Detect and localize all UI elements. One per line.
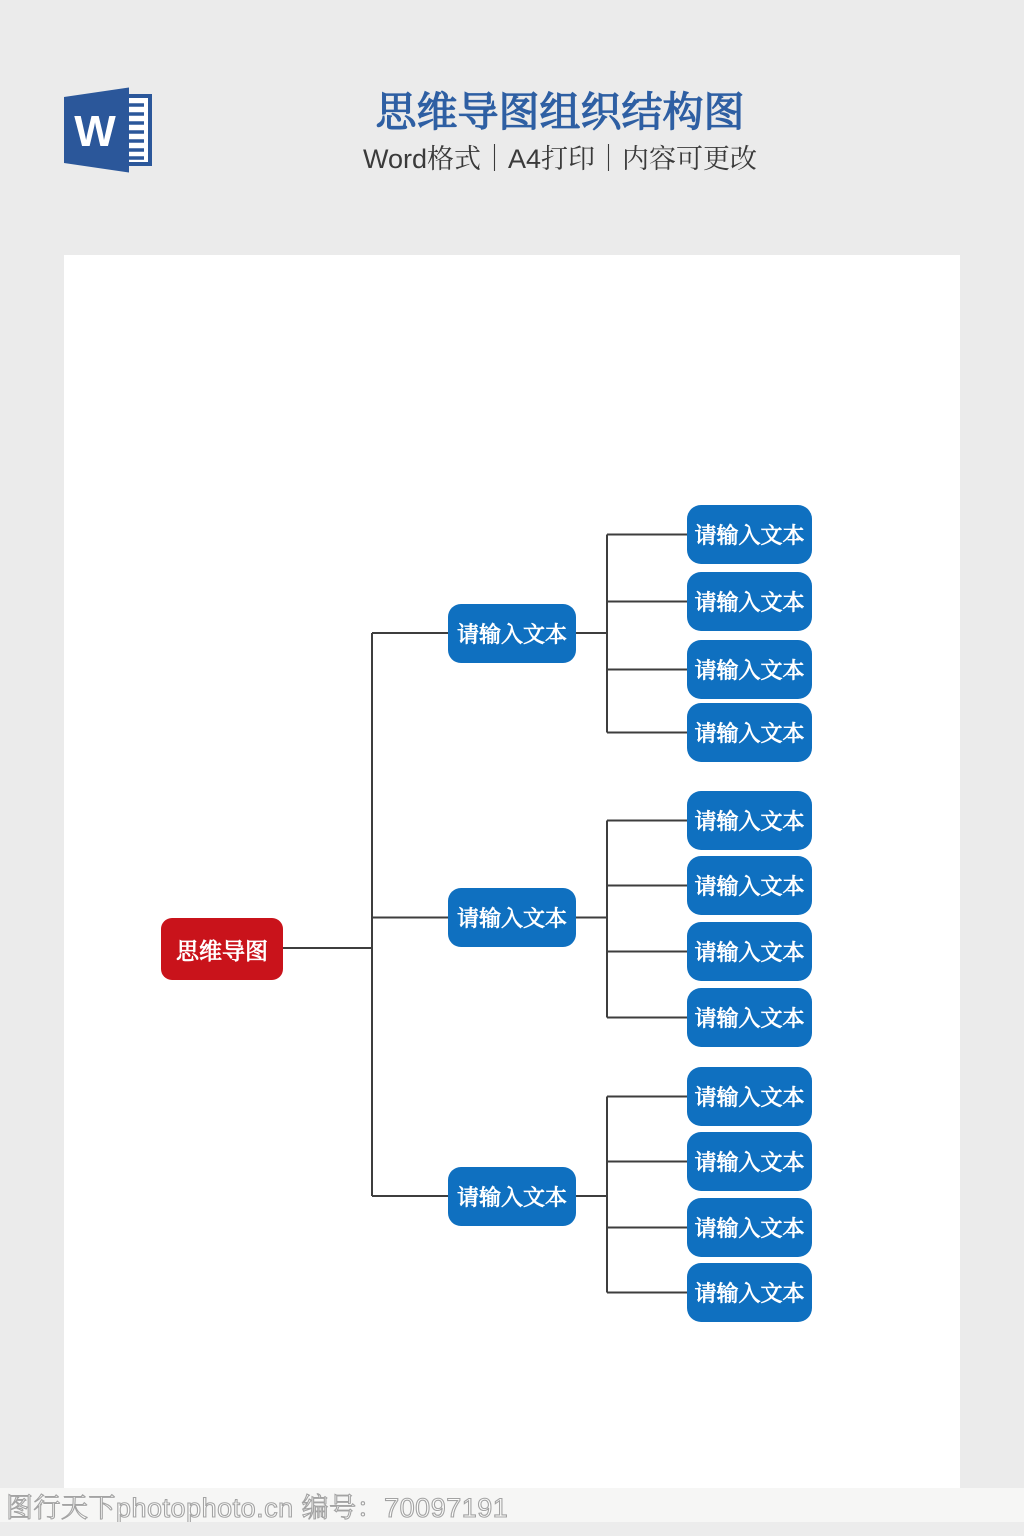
leaf-node-1-3: 请输入文本	[687, 640, 812, 699]
leaf-node-1-4: 请输入文本	[687, 703, 812, 762]
word-document-icon	[64, 87, 154, 175]
leaf-node-2-3: 请输入文本	[687, 922, 812, 981]
branch-node-1: 请输入文本	[448, 604, 576, 663]
leaf-node-1-1: 请输入文本	[687, 505, 812, 564]
leaf-node-1-2: 请输入文本	[687, 572, 812, 631]
branch-node-2: 请输入文本	[448, 888, 576, 947]
footer-band	[0, 1488, 1024, 1522]
watermark-text: 图行天下photophoto.cn 编号：70097191	[6, 1492, 509, 1523]
leaf-node-2-1: 请输入文本	[687, 791, 812, 850]
branch-node-3: 请输入文本	[448, 1167, 576, 1226]
footer-strip	[0, 1522, 1024, 1536]
leaf-node-3-3: 请输入文本	[687, 1198, 812, 1257]
leaf-node-2-2: 请输入文本	[687, 856, 812, 915]
leaf-node-2-4: 请输入文本	[687, 988, 812, 1047]
leaf-node-3-2: 请输入文本	[687, 1132, 812, 1191]
header	[300, 86, 820, 176]
leaf-node-3-4: 请输入文本	[687, 1263, 812, 1322]
document-page	[64, 255, 960, 1489]
page-subtitle: Word格式｜A4打印｜内容可更改	[362, 144, 758, 174]
root-node: 思维导图	[161, 918, 283, 980]
word-icon-letter: W	[74, 107, 116, 156]
leaf-node-3-1: 请输入文本	[687, 1067, 812, 1126]
page-title: 思维导图组织结构图	[375, 89, 745, 135]
